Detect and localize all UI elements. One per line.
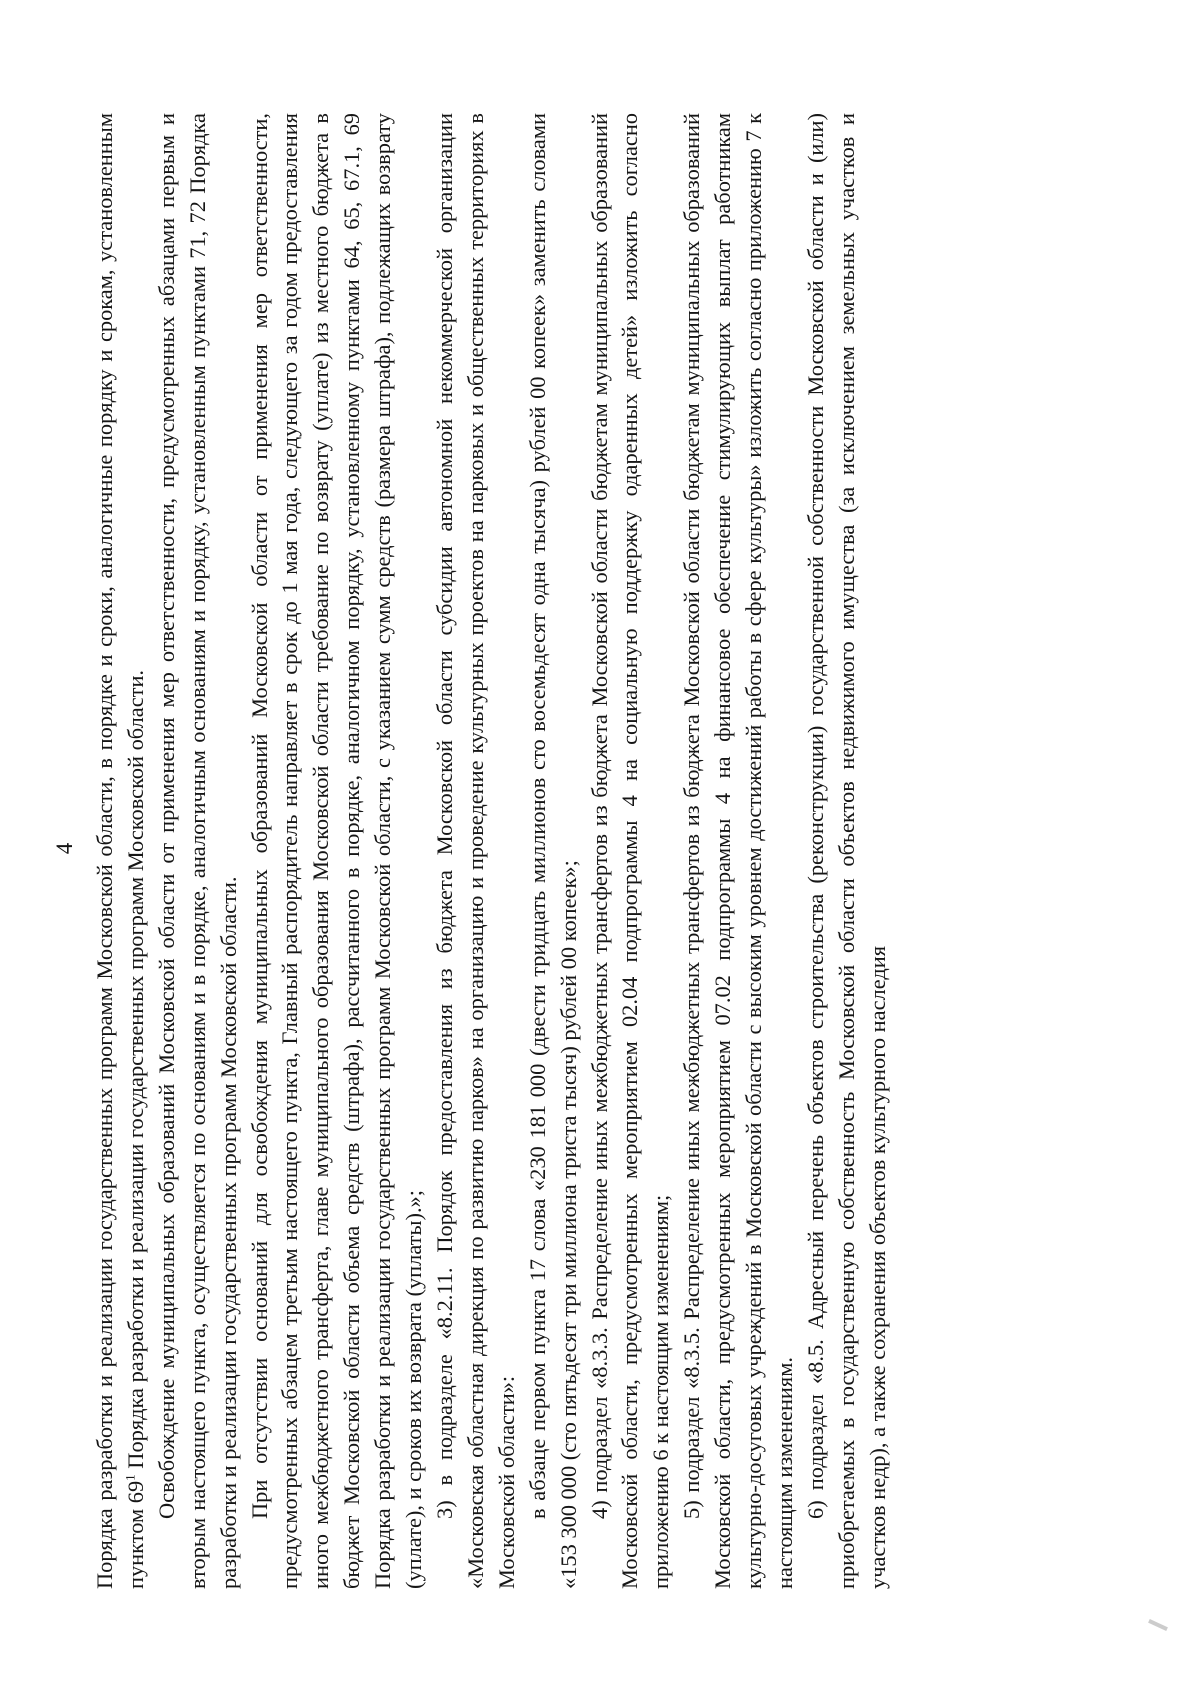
paragraph-text: Порядка разработки и реализации государственных программ Московской области, в порядке и сроки, аналогичные порядку и срокам, установленным пунктом 69 bbox=[92, 113, 148, 1589]
paragraph-continuation bbox=[90, 113, 152, 1589]
paragraph-refund-requirement: При отсутствии оснований для освобождения муниципальных образований Московской области от применения мер ответственности, предусмотренных абзацем третьим настоящего пункта, Главный распорядитель направляет в срок до 1 мая года, следующего за годом предоставления иного межбюджетного трансферта, главе муниципального образования Московской области требование по возврату (уплате) из местного бюджета в бюджет Московской области объема средств (штрафа), рассчитанного в порядке, аналогичном порядку, установленному пунктами 64, 65, 67.1, 69 Порядка разработки и реализации государственных программ Московской области, с указанием сумм средств (размера штрафа), подлежащих возврату (уплате), и сроков их возврата (уплаты).»; bbox=[246, 113, 427, 1589]
superscript: 1 bbox=[122, 1474, 138, 1481]
paragraph-item-4: 4) подраздел «8.3.3. Распределение иных межбюджетных трансфертов из бюджета Московской области бюджетам муниципальных образований Московской области, предусмотренных мероприятием 02.04 подпрограммы 4 на социальную поддержку одаренных детей» изложить согласно приложению 6 к настоящим изменениям; bbox=[586, 113, 674, 1589]
paragraph-item-6: 6) подраздел «8.5. Адресный перечень объектов строительства (реконструкции) государственной собственности Московской области и (или) приобретаемых в государственную собственность Московской области объектов недвижимого имущества (за исключением земельных участков и участков недр), а также сохранения объектов культурного наследия bbox=[802, 113, 890, 1589]
document-body bbox=[90, 113, 894, 1589]
paragraph-exemption: Освобождение муниципальных образований Московской области от применения мер ответственности, предусмотренных абзацами первым и вторым настоящего пункта, осуществляется по основаниям и в порядке, аналогичным основаниям и порядку, установленным пунктами 71, 72 Порядка разработки и реализации государственных программ Московской области. bbox=[153, 113, 241, 1589]
paragraph-item-5: 5) подраздел «8.3.5. Распределение иных межбюджетных трансфертов из бюджета Московской области бюджетам муниципальных образований Московской области, предусмотренных мероприятием 07.02 подпрограммы 4 на финансовое обеспечение стимулирующих выплат работникам культурно-досуговых учреждений в Московской области с высоким уровнем достижений работы в сфере культуры» изложить согласно приложению 7 к настоящим изменениям. bbox=[679, 113, 797, 1589]
paragraph-amount-change: в абзаце первом пункта 17 слова «230 181 000 (двести тридцать миллионов сто восемьдесят одна тысяча) рублей 00 копеек» заменить словами «153 300 000 (сто пятьдесят три миллиона триста тысяч) рублей 00 копеек»; bbox=[524, 113, 581, 1589]
scan-mark bbox=[1148, 1619, 1168, 1631]
paragraph-text-tail: Порядка разработки и реализации государственных программ Московской области. bbox=[122, 669, 148, 1475]
page-number: 4 bbox=[52, 842, 77, 855]
paragraph-item-3: 3) в подразделе «8.2.11. Порядок предоставления из бюджета Московской области субсидии автономной некоммерческой организации «Московская областная дирекция по развитию парков» на организацию и проведение культурных проектов на парковых и общественных территориях в Московской области»: bbox=[431, 113, 519, 1589]
